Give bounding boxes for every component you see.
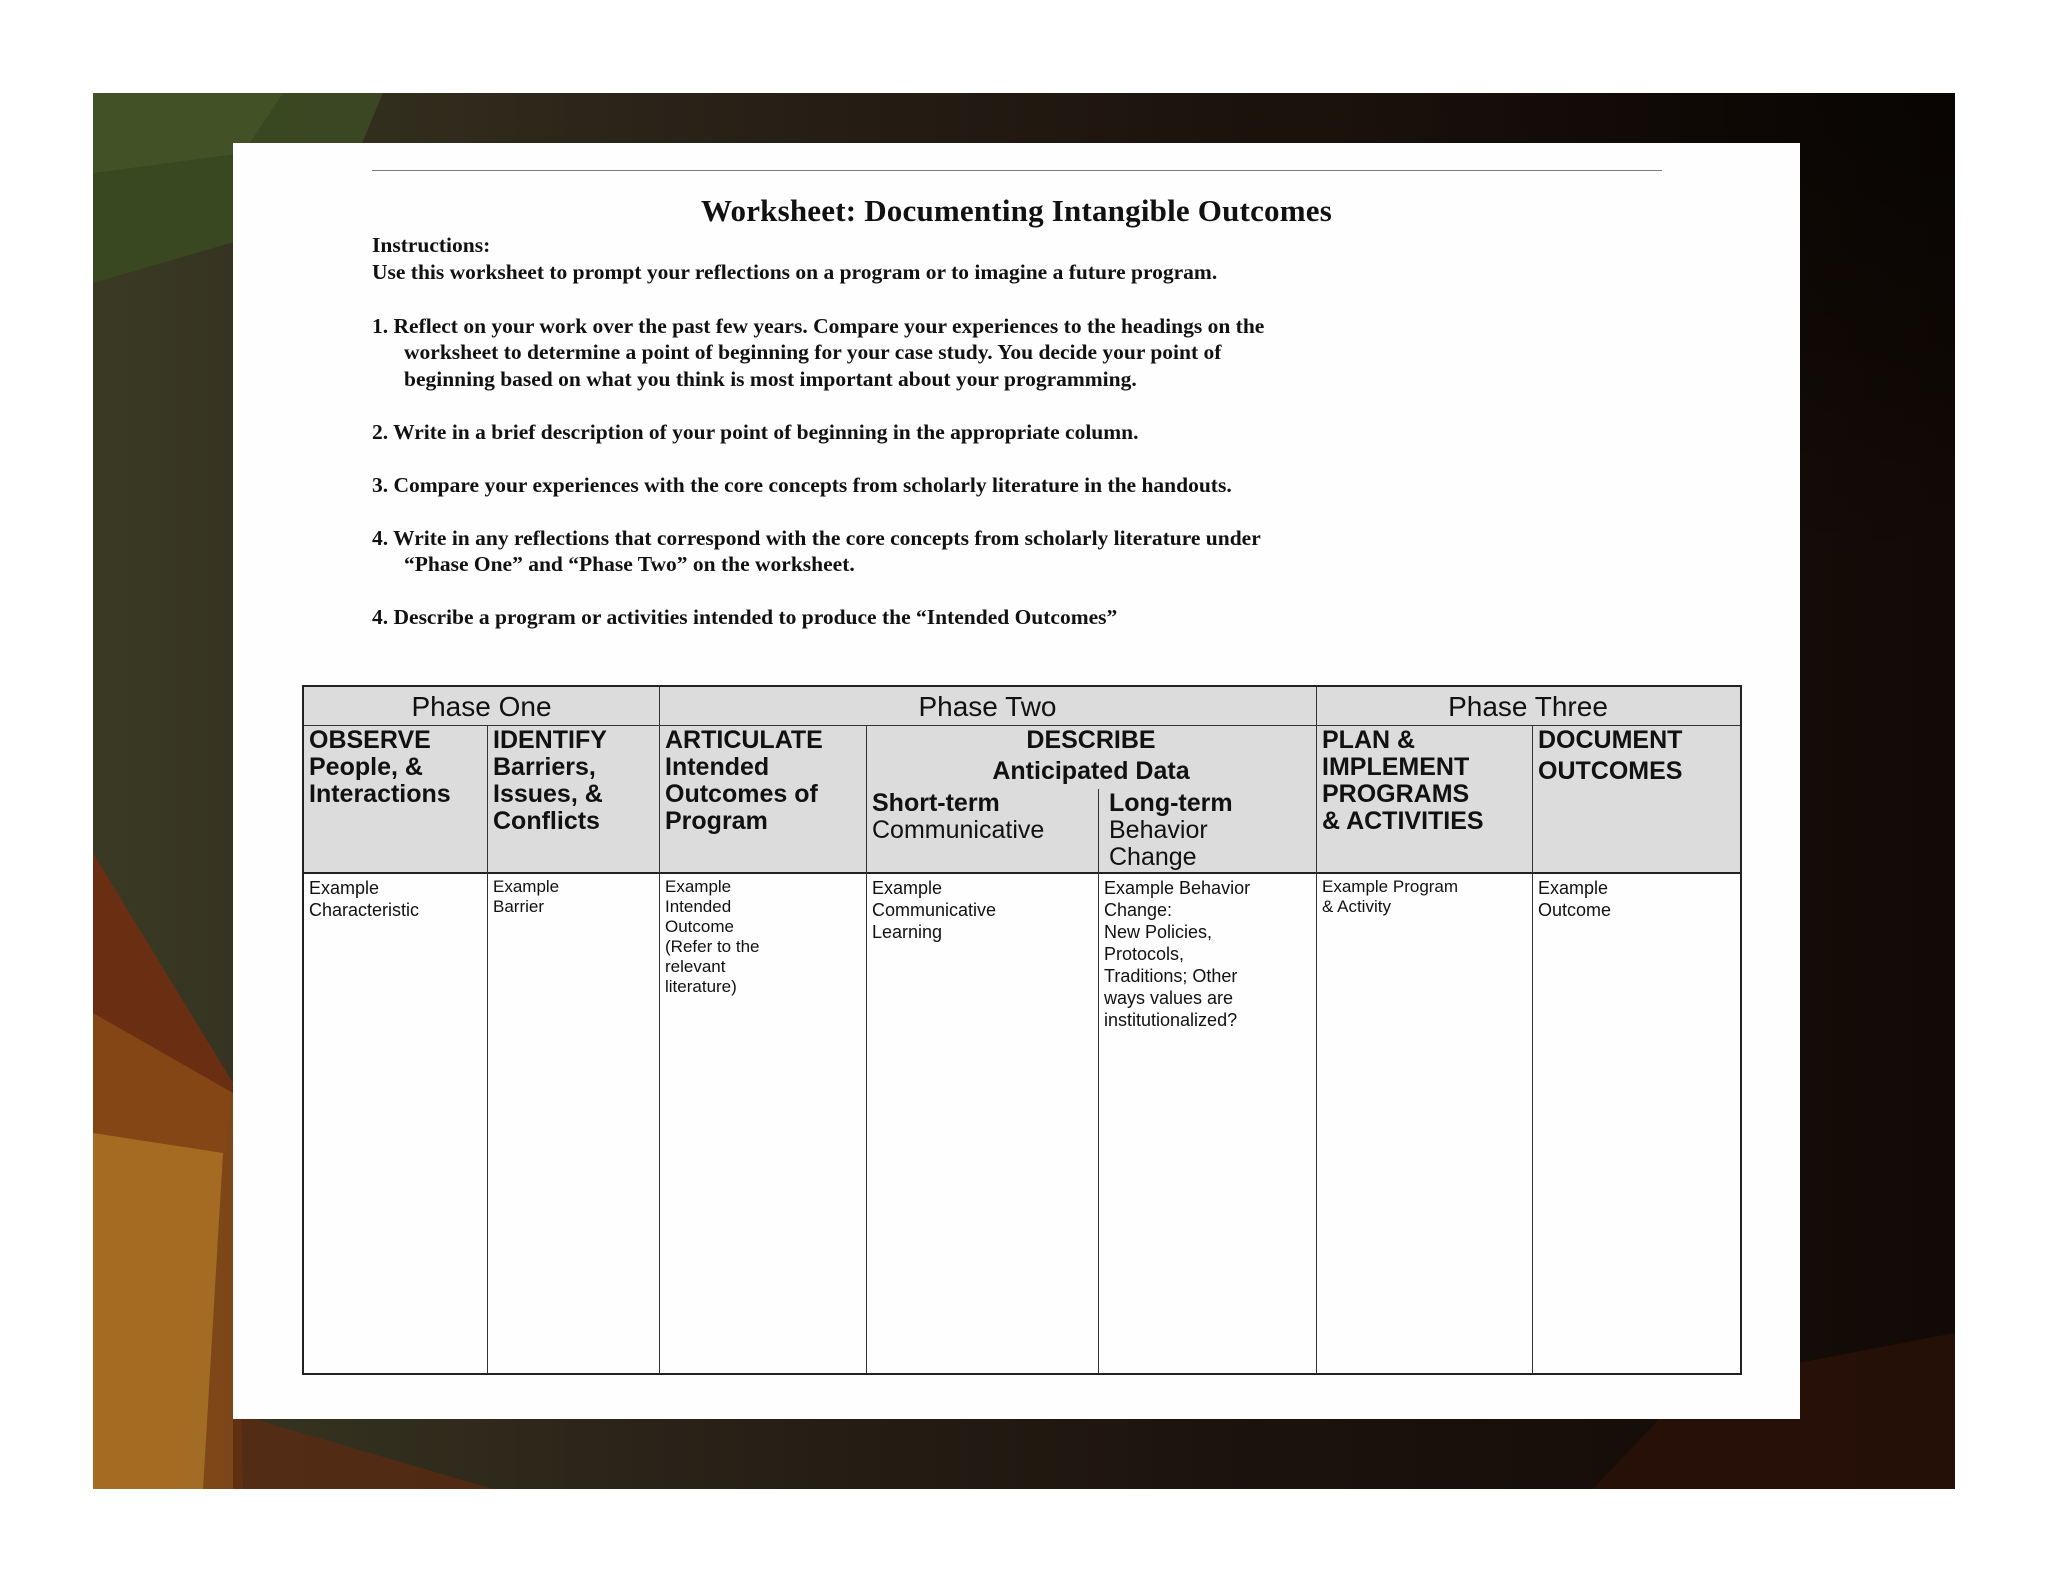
document-header [1538,727,1682,785]
plan-header-line: & ACTIVITIES [1322,807,1484,835]
example-line: ways values are [1104,988,1234,1008]
example-line: Characteristic [309,900,420,920]
describe-header [866,727,1316,785]
col-divider-1 [487,725,488,1373]
plan-example [1322,877,1458,917]
identify-example [493,877,559,917]
col-divider-6 [1532,725,1533,1373]
example-line: Example [1538,878,1609,898]
step-1-line-1: 1. Reflect on your work over the past few years. Compare your experiences to the headings on the [372,314,1265,338]
header-body-divider [304,872,1740,874]
short-term-title: Short-term [872,789,1000,817]
identify-header [493,727,607,835]
example-line: Outcome [1538,900,1612,920]
example-line: & Activity [1322,897,1391,916]
articulate-header-line: Program [665,807,768,835]
articulate-header [665,727,823,835]
example-line: Communicative [872,900,997,920]
document-header-line: OUTCOMES [1538,757,1683,785]
example-line: Outcome [665,917,734,936]
example-line: institutionalized? [1104,1010,1238,1030]
plan-header [1322,727,1484,835]
step-5: 4. Describe a program or activities intended to produce the “Intended Outcomes” [372,605,1118,629]
example-line: Example [493,877,560,896]
example-line: Example [665,877,732,896]
example-line: (Refer to the [665,937,760,956]
example-line: Intended [665,897,732,916]
example-line: relevant [665,957,726,976]
phase-three-header: Phase Three [1448,691,1608,722]
short-term-example [872,877,996,943]
describe-header-title: DESCRIBE [1026,726,1156,754]
example-line: Example Program [1322,877,1459,896]
example-line: Learning [872,922,943,942]
observe-header-line: OBSERVE [309,726,431,754]
plan-header-line: PLAN & [1322,726,1416,754]
example-line: Protocols, [1104,944,1185,964]
document-example [1538,877,1611,921]
long-term-header [1109,790,1233,871]
describe-header-subtitle: Anticipated Data [992,757,1190,785]
col-divider-3 [866,725,867,1373]
step-2: 2. Write in a brief description of your point of beginning in the appropriate column. [372,420,1139,444]
phase-one-header: Phase One [411,691,552,722]
example-line: New Policies, [1104,922,1213,942]
worksheet-page [233,143,1800,1419]
plan-header-line: IMPLEMENT [1322,753,1470,781]
worksheet-title: Worksheet: Documenting Intangible Outcomes [701,193,1332,228]
identify-header-line: Conflicts [493,807,600,835]
identify-header-line: IDENTIFY [493,726,607,754]
example-line: Example [872,878,943,898]
plan-header-line: PROGRAMS [1322,780,1470,808]
articulate-header-line: Intended [665,753,770,781]
outcomes-table [302,685,1742,1375]
example-line: Example Behavior [1104,878,1251,898]
step-1-line-3: beginning based on what you think is most important about your programming. [404,367,1137,391]
observe-example [309,877,419,921]
short-term-subtitle: Communicative [872,816,1045,844]
long-term-subtitle: Behavior [1109,816,1208,844]
long-term-example [1104,877,1250,1031]
step-1-line-2: worksheet to determine a point of beginning for your case study. You decide your point of [404,340,1222,364]
col-divider-4 [1098,789,1099,1373]
articulate-header-line: ARTICULATE [665,726,823,754]
instructions-intro: Use this worksheet to prompt your reflections on a program or to imagine a future program. [372,260,1218,284]
observe-header-line: People, & [309,753,423,781]
step-4-line-2: “Phase One” and “Phase Two” on the worksheet. [404,552,855,576]
col-divider-2 [659,687,660,1373]
articulate-header-line: Outcomes of [665,780,818,808]
col-divider-5 [1316,687,1317,1373]
slide-background [93,93,1955,1489]
step-3: 3. Compare your experiences with the core concepts from scholarly literature in the handouts. [372,473,1232,497]
document-header-line: DOCUMENT [1538,726,1683,754]
example-line: Traditions; Other [1104,966,1238,986]
short-term-header [872,790,1044,844]
identify-header-line: Barriers, [493,753,596,781]
instructions-label: Instructions: [372,233,491,257]
long-term-title: Long-term [1109,789,1233,817]
identify-header-line: Issues, & [493,780,603,808]
example-line: literature) [665,977,737,996]
example-line: Example [309,878,380,898]
long-term-subtitle: Change [1109,843,1197,871]
example-line: Change: [1104,900,1173,920]
articulate-example [665,877,760,997]
observe-header-line: Interactions [309,780,451,808]
example-line: Barrier [493,897,545,916]
top-rule [372,170,1662,171]
observe-header [309,727,451,808]
step-4-line-1: 4. Write in any reflections that correspond with the core concepts from scholarly literature under [372,526,1261,550]
phase-two-header: Phase Two [918,691,1057,722]
